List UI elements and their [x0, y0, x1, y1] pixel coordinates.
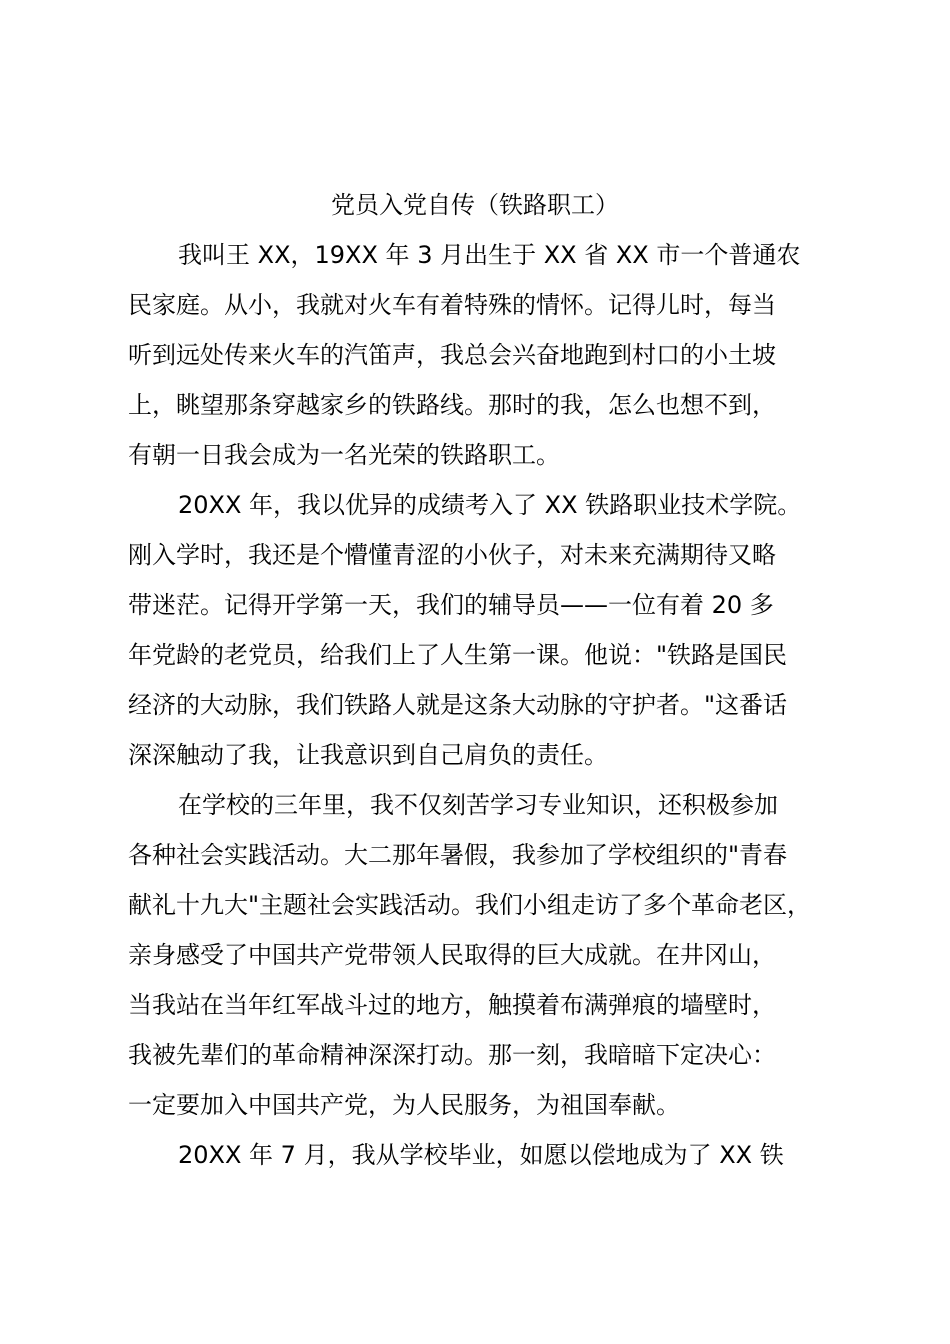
text-line: 深深触动了我，让我意识到自己肩负的责任。 — [128, 741, 608, 769]
text-line: 听到远处传来火车的汽笛声，我总会兴奋地跑到村口的小土坡 — [128, 341, 776, 369]
text-line: 刚入学时，我还是个懵懂青涩的小伙子，对未来充满期待又略 — [128, 541, 776, 569]
text-line: 亲身感受了中国共产党带领人民取得的巨大成就。在井冈山， — [128, 941, 776, 969]
text-line: 各种社会实践活动。大二那年暑假，我参加了学校组织的"青春 — [128, 841, 788, 869]
text-line: 民家庭。从小，我就对火车有着特殊的情怀。记得儿时，每当 — [128, 291, 776, 319]
text-line: 经济的大动脉，我们铁路人就是这条大动脉的守护者。"这番话 — [128, 691, 788, 719]
text-line: 带迷茫。记得开学第一天，我们的辅导员——一位有着 20 多 — [128, 591, 774, 619]
document-title: 党员入党自传（铁路职工） — [331, 191, 619, 219]
text-line: 20XX 年，我以优异的成绩考入了 XX 铁路职业技术学院。 — [178, 491, 802, 519]
text-line: 当我站在当年红军战斗过的地方，触摸着布满弹痕的墙壁时， — [128, 991, 776, 1019]
text-line: 上，眺望那条穿越家乡的铁路线。那时的我，怎么也想不到， — [128, 391, 776, 419]
text-line: 20XX 年 7 月，我从学校毕业，如愿以偿地成为了 XX 铁 — [178, 1141, 784, 1169]
text-line: 年党龄的老党员，给我们上了人生第一课。他说："铁路是国民 — [128, 641, 788, 669]
text-line: 在学校的三年里，我不仅刻苦学习专业知识，还积极参加 — [178, 791, 778, 819]
text-line: 我叫王 XX，19XX 年 3 月出生于 XX 省 XX 市一个普通农 — [178, 241, 801, 269]
text-line: 献礼十九大"主题社会实践活动。我们小组走访了多个革命老区， — [128, 891, 812, 919]
text-line: 有朝一日我会成为一名光荣的铁路职工。 — [128, 441, 560, 469]
text-line: 我被先辈们的革命精神深深打动。那一刻，我暗暗下定决心： — [128, 1041, 776, 1069]
text-line: 一定要加入中国共产党，为人民服务，为祖国奉献。 — [128, 1091, 680, 1119]
